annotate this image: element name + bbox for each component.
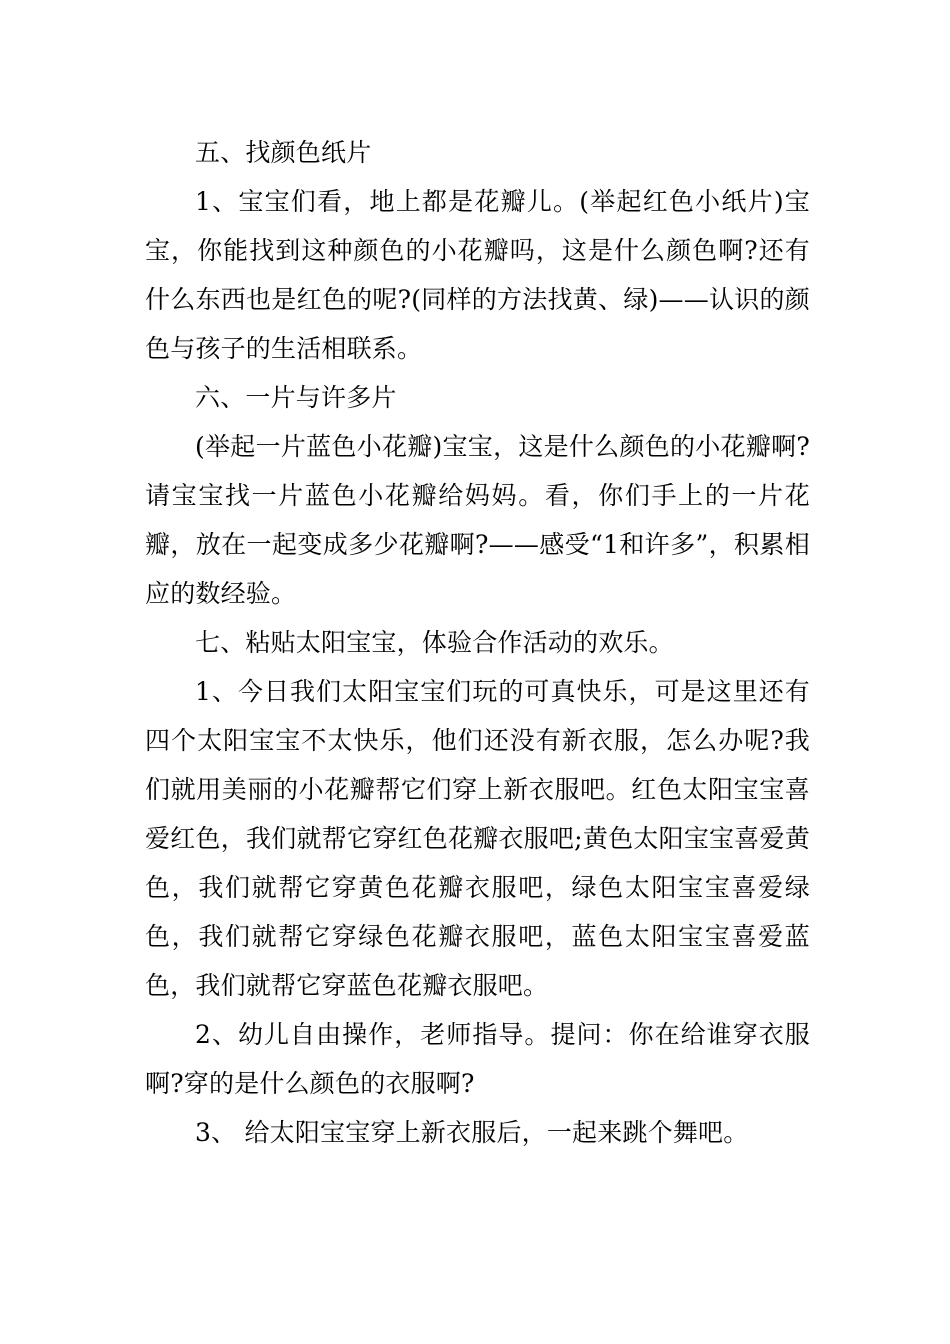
- section-7-paragraph-2: 2、幼儿自由操作，老师指导。提问：你在给谁穿衣服啊?穿的是什么颜色的衣服啊?: [145, 1020, 810, 1098]
- section-5-paragraph-1: 1、宝宝们看，地上都是花瓣儿。(举起红色小纸片)宝宝，你能找到这种颜色的小花瓣吗，这是什么颜色啊?还有什么东西也是红色的呢?(同样的方法找黄、绿)——认识的颜色与孩子的生活相联系。: [145, 187, 810, 363]
- section-6-paragraph-1: (举起一片蓝色小花瓣)宝宝，这是什么颜色的小花瓣啊?请宝宝找一片蓝色小花瓣给妈妈。看，你们手上的一片花瓣，放在一起变成多少花瓣啊?——感受“1和许多”，积累相应的数经验。: [145, 432, 810, 608]
- section-7-paragraph-3: 3、 给太阳宝宝穿上新衣服后，一起来跳个舞吧。: [195, 1118, 749, 1147]
- section-heading-6: 六、一片与许多片: [195, 383, 397, 412]
- document-body: [145, 128, 810, 1157]
- section-7-paragraph-1: 1、今日我们太阳宝宝们玩的可真快乐，可是这里还有四个太阳宝宝不太快乐，他们还没有新衣服，怎么办呢?我们就用美丽的小花瓣帮它们穿上新衣服吧。红色太阳宝宝喜爱红色，我们就帮它穿红色花瓣衣服吧;黄色太阳宝宝喜爱黄色，我们就帮它穿黄色花瓣衣服吧，绿色太阳宝宝喜爱绿色，我们就帮它穿绿色花瓣衣服吧，蓝色太阳宝宝喜爱蓝色，我们就帮它穿蓝色花瓣衣服吧。: [145, 677, 810, 1000]
- section-heading-5: 五、找颜色纸片: [195, 138, 372, 167]
- section-heading-7: 七、粘贴太阳宝宝，体验合作活动的欢乐。: [195, 628, 674, 657]
